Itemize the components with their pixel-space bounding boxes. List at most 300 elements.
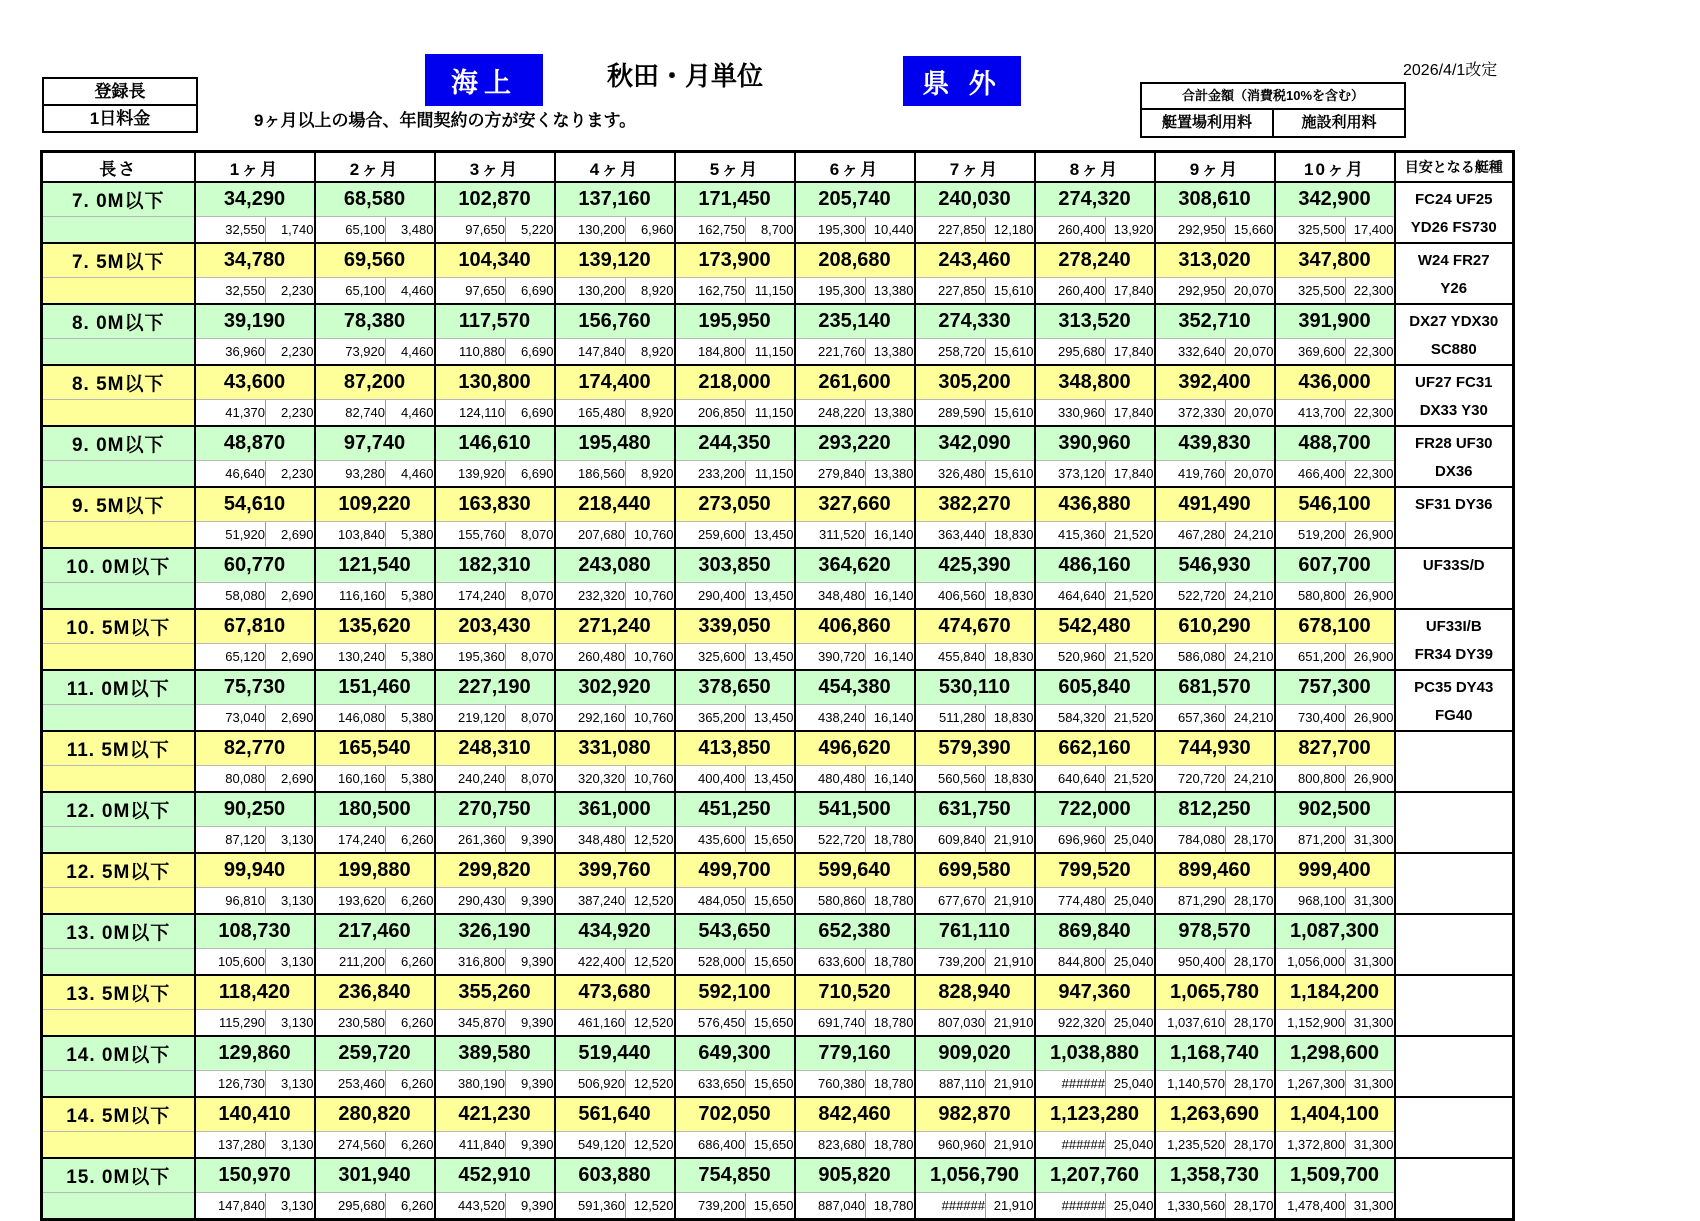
total-fee-cell: 274,320 [1035, 182, 1155, 216]
fee-breakdown-row [42, 643, 1514, 670]
facility-fee-cell: 31,300 [1346, 948, 1395, 975]
facility-fee-cell: 8,070 [506, 521, 555, 548]
total-fee-cell: 761,110 [915, 914, 1035, 948]
mooring-fee-cell: 800,800 [1275, 765, 1346, 792]
mooring-fee-cell: 584,320 [1035, 704, 1106, 731]
boat-type-cell [1395, 304, 1514, 365]
mooring-fee-cell: 419,760 [1155, 460, 1226, 487]
month-header: 1ヶ月 [195, 152, 315, 183]
length-label: 13. 5M以下 [42, 975, 195, 1009]
mooring-fee-cell: 400,400 [675, 765, 746, 792]
mooring-fee-cell: 58,080 [195, 582, 266, 609]
fee-breakdown-row [42, 460, 1514, 487]
revision-date: 2026/4/1改定 [1403, 62, 1498, 79]
total-fee-row [42, 975, 1514, 1009]
total-fee-cell: 662,160 [1035, 731, 1155, 765]
mooring-fee-cell: 739,200 [675, 1192, 746, 1219]
total-fee-cell: 905,820 [795, 1158, 915, 1192]
total-fee-cell: 1,207,760 [1035, 1158, 1155, 1192]
mooring-fee-cell: 484,050 [675, 887, 746, 914]
facility-fee-cell: 16,140 [866, 643, 915, 670]
facility-fee-cell: 2,690 [266, 643, 315, 670]
boat-type-line1: FR28 UF30 [1414, 435, 1493, 452]
total-fee-cell: 546,930 [1155, 548, 1275, 582]
facility-fee-cell: 10,760 [626, 582, 675, 609]
total-fee-row [42, 243, 1514, 277]
total-fee-cell: 121,540 [315, 548, 435, 582]
total-fee-row [42, 1097, 1514, 1131]
total-fee-cell: 1,184,200 [1275, 975, 1395, 1009]
mooring-fee-cell: 325,600 [675, 643, 746, 670]
mooring-fee-cell: 65,100 [315, 277, 386, 304]
total-fee-cell: 227,190 [435, 670, 555, 704]
boat-type-cell [1395, 182, 1514, 243]
length-label: 7. 0M以下 [42, 182, 195, 216]
boat-type-line1: SF31 DY36 [1414, 496, 1493, 513]
boat-type-cell [1395, 731, 1514, 792]
facility-fee-cell: 21,910 [986, 1192, 1035, 1219]
total-fee-cell: 603,880 [555, 1158, 675, 1192]
facility-fee-cell: 18,780 [866, 1192, 915, 1219]
facility-fee-cell: 6,260 [386, 887, 435, 914]
total-fee-cell: 382,270 [915, 487, 1035, 521]
facility-fee-cell: 8,920 [626, 460, 675, 487]
total-fee-cell: 799,520 [1035, 853, 1155, 887]
total-fee-cell: 754,850 [675, 1158, 795, 1192]
facility-fee-cell: 21,910 [986, 887, 1035, 914]
total-fee-cell: 1,358,730 [1155, 1158, 1275, 1192]
facility-fee-cell: 17,840 [1106, 277, 1155, 304]
mooring-fee-cell: 195,300 [795, 216, 866, 243]
facility-fee-cell: 18,780 [866, 948, 915, 975]
mooring-fee-cell: 461,160 [555, 1009, 626, 1036]
facility-fee-cell: 2,230 [266, 277, 315, 304]
facility-fee-cell: 6,260 [386, 1070, 435, 1097]
facility-fee-cell: 2,690 [266, 521, 315, 548]
mooring-fee-cell: 651,200 [1275, 643, 1346, 670]
mooring-fee-cell: 211,200 [315, 948, 386, 975]
total-fee-cell: 436,880 [1035, 487, 1155, 521]
total-fee-cell: 722,000 [1035, 792, 1155, 826]
boat-type-cell [1395, 1036, 1514, 1097]
total-fee-cell: 389,580 [435, 1036, 555, 1070]
total-fee-cell: 203,430 [435, 609, 555, 643]
facility-fee-cell: 10,760 [626, 521, 675, 548]
total-fee-cell: 361,000 [555, 792, 675, 826]
facility-fee-cell: 3,130 [266, 948, 315, 975]
facility-fee-cell: 28,170 [1226, 1192, 1275, 1219]
facility-fee-cell: 17,400 [1346, 216, 1395, 243]
total-fee-cell: 129,860 [195, 1036, 315, 1070]
length-label: 14. 5M以下 [42, 1097, 195, 1131]
facility-fee-cell: 28,170 [1226, 1131, 1275, 1158]
facility-fee-cell: 9,390 [506, 1131, 555, 1158]
boat-type-line2 [1396, 1070, 1513, 1096]
total-fee-cell: 390,960 [1035, 426, 1155, 460]
total-fee-cell: 909,020 [915, 1036, 1035, 1070]
total-fee-cell: 99,940 [195, 853, 315, 887]
mooring-fee-cell: 160,160 [315, 765, 386, 792]
total-fee-cell: 699,580 [915, 853, 1035, 887]
mooring-fee-cell: 365,200 [675, 704, 746, 731]
boat-type-cell [1395, 670, 1514, 731]
mooring-fee-cell: 36,960 [195, 338, 266, 365]
total-fee-cell: 496,620 [795, 731, 915, 765]
month-header: 8ヶ月 [1035, 152, 1155, 183]
facility-fee-cell: 3,130 [266, 1070, 315, 1097]
mooring-fee-cell: 93,280 [315, 460, 386, 487]
mooring-fee-cell: 784,080 [1155, 826, 1226, 853]
total-fee-cell: 899,460 [1155, 853, 1275, 887]
boat-type-line1: W24 FR27 [1417, 252, 1490, 269]
mooring-fee-cell: 97,650 [435, 277, 506, 304]
total-fee-cell: 542,480 [1035, 609, 1155, 643]
facility-fee-cell: 2,230 [266, 399, 315, 426]
facility-fee-cell: 21,910 [986, 948, 1035, 975]
mooring-fee-cell: 520,960 [1035, 643, 1106, 670]
facility-fee-cell: 31,300 [1346, 1131, 1395, 1158]
total-fee-cell: 342,090 [915, 426, 1035, 460]
mooring-fee-cell: 73,040 [195, 704, 266, 731]
boat-type-cell [1395, 426, 1514, 487]
total-fee-cell: 631,750 [915, 792, 1035, 826]
mooring-fee-cell: 274,560 [315, 1131, 386, 1158]
facility-fee-cell: 18,830 [986, 765, 1035, 792]
facility-fee-cell: 25,040 [1106, 1070, 1155, 1097]
facility-fee-cell: 10,760 [626, 704, 675, 731]
mooring-fee-cell: 387,240 [555, 887, 626, 914]
total-fee-cell: 355,260 [435, 975, 555, 1009]
mooring-fee-cell: 155,760 [435, 521, 506, 548]
boat-type-cell [1395, 792, 1514, 853]
price-table [40, 150, 1515, 1221]
facility-fee-cell: 6,690 [506, 460, 555, 487]
boat-type-cell [1395, 548, 1514, 609]
total-fee-cell: 454,380 [795, 670, 915, 704]
boat-type-line2 [1396, 765, 1513, 791]
total-fee-cell: 678,100 [1275, 609, 1395, 643]
total-fee-cell: 208,680 [795, 243, 915, 277]
length-label: 13. 0M以下 [42, 914, 195, 948]
mooring-fee-cell: 480,480 [795, 765, 866, 792]
total-fee-cell: 579,390 [915, 731, 1035, 765]
total-fee-cell: 434,920 [555, 914, 675, 948]
total-fee-cell: 710,520 [795, 975, 915, 1009]
facility-fee-cell: 8,920 [626, 277, 675, 304]
mooring-fee-cell: 633,600 [795, 948, 866, 975]
facility-fee-cell: 18,830 [986, 582, 1035, 609]
length-label-spacer [42, 1192, 195, 1219]
facility-fee-cell: 26,900 [1346, 582, 1395, 609]
facility-fee-cell: 12,520 [626, 887, 675, 914]
mooring-fee-cell: 560,560 [915, 765, 986, 792]
mooring-fee-cell: 73,920 [315, 338, 386, 365]
mooring-fee-cell: 65,120 [195, 643, 266, 670]
total-fee-cell: 34,780 [195, 243, 315, 277]
facility-fee-cell: 28,170 [1226, 826, 1275, 853]
facility-fee-cell: 12,520 [626, 1009, 675, 1036]
facility-fee-cell: 2,230 [266, 460, 315, 487]
total-fee-row [42, 731, 1514, 765]
total-fee-cell: 78,380 [315, 304, 435, 338]
mooring-fee-cell: 1,330,560 [1155, 1192, 1226, 1219]
facility-fee-cell: 6,260 [386, 948, 435, 975]
mooring-fee-cell: 316,800 [435, 948, 506, 975]
mooring-fee-cell: 325,500 [1275, 216, 1346, 243]
facility-fee-cell: 21,910 [986, 826, 1035, 853]
length-column-header: 長さ [42, 152, 195, 183]
total-fee-cell: 273,050 [675, 487, 795, 521]
facility-fee-cell: 13,380 [866, 338, 915, 365]
length-label-spacer [42, 887, 195, 914]
facility-fee-cell: 17,840 [1106, 338, 1155, 365]
total-fee-cell: 34,290 [195, 182, 315, 216]
total-fee-cell: 406,860 [795, 609, 915, 643]
facility-fee-cell: 25,040 [1106, 1131, 1155, 1158]
facility-fee-cell: 13,450 [746, 582, 795, 609]
mooring-fee-cell: 240,240 [435, 765, 506, 792]
length-label-spacer [42, 1131, 195, 1158]
facility-fee-cell: 3,130 [266, 1009, 315, 1036]
total-fee-cell: 1,056,790 [915, 1158, 1035, 1192]
boat-type-cell [1395, 365, 1514, 426]
mooring-fee-cell: 466,400 [1275, 460, 1346, 487]
boat-type-line2: FG40 [1434, 707, 1473, 724]
mooring-fee-cell: 657,360 [1155, 704, 1226, 731]
facility-fee-cell: 11,150 [746, 460, 795, 487]
total-fee-cell: 347,800 [1275, 243, 1395, 277]
length-label: 11. 0M以下 [42, 670, 195, 704]
total-fee-cell: 180,500 [315, 792, 435, 826]
facility-fee-cell: 13,450 [746, 521, 795, 548]
total-fee-cell: 869,840 [1035, 914, 1155, 948]
boat-type-line1 [1396, 1037, 1513, 1070]
facility-fee-cell: 22,300 [1346, 277, 1395, 304]
total-fee-cell: 744,930 [1155, 731, 1275, 765]
mooring-fee-cell: 279,840 [795, 460, 866, 487]
facility-fee-cell: 15,650 [746, 1070, 795, 1097]
total-fee-row [42, 1036, 1514, 1070]
facility-fee-cell: 6,690 [506, 338, 555, 365]
fee-breakdown-row [42, 1009, 1514, 1036]
facility-fee-cell: 12,520 [626, 948, 675, 975]
fee-breakdown-row [42, 1192, 1514, 1219]
facility-fee-cell: 17,840 [1106, 460, 1155, 487]
total-fee-cell: 135,620 [315, 609, 435, 643]
facility-fee-cell: 12,520 [626, 1070, 675, 1097]
total-fee-cell: 391,900 [1275, 304, 1395, 338]
total-fee-cell: 474,670 [915, 609, 1035, 643]
mooring-fee-cell: 139,920 [435, 460, 506, 487]
mooring-fee-cell: 686,400 [675, 1131, 746, 1158]
mooring-fee-cell: 871,200 [1275, 826, 1346, 853]
mooring-fee-cell: 248,220 [795, 399, 866, 426]
facility-fee-cell: 18,830 [986, 643, 1035, 670]
fee-breakdown-row [42, 1131, 1514, 1158]
facility-fee-cell: 16,140 [866, 582, 915, 609]
boat-type-line1: UF33I/B [1425, 618, 1482, 635]
facility-fee-cell: 9,390 [506, 1009, 555, 1036]
mooring-fee-cell: 260,400 [1035, 216, 1106, 243]
mooring-fee-cell: 162,750 [675, 277, 746, 304]
length-label: 9. 0M以下 [42, 426, 195, 460]
facility-fee-cell: 4,460 [386, 399, 435, 426]
mooring-fee-cell: 320,320 [555, 765, 626, 792]
month-header: 7ヶ月 [915, 152, 1035, 183]
facility-fee-cell: 20,070 [1226, 277, 1275, 304]
facility-fee-cell: 24,210 [1226, 765, 1275, 792]
registered-length-label: 登録長 [94, 82, 146, 101]
mooring-fee-cell: 887,110 [915, 1070, 986, 1097]
fee-breakdown-row [42, 216, 1514, 243]
mooring-fee-cell: 233,200 [675, 460, 746, 487]
boat-type-column-header: 目安となる艇種 [1395, 152, 1514, 183]
length-label-spacer [42, 338, 195, 365]
mooring-fee-cell: 311,520 [795, 521, 866, 548]
mooring-fee-cell: 207,680 [555, 521, 626, 548]
total-fee-cell: 195,480 [555, 426, 675, 460]
boat-type-cell [1395, 975, 1514, 1036]
mooring-fee-cell: 443,520 [435, 1192, 506, 1219]
mooring-fee-cell: 332,640 [1155, 338, 1226, 365]
facility-fee-cell: 18,830 [986, 521, 1035, 548]
total-fee-cell: 60,770 [195, 548, 315, 582]
mooring-fee-cell: 162,750 [675, 216, 746, 243]
total-fee-cell: 117,570 [435, 304, 555, 338]
total-fee-cell: 104,340 [435, 243, 555, 277]
facility-fee-cell: 15,650 [746, 1192, 795, 1219]
mooring-fee-cell: 289,590 [915, 399, 986, 426]
facility-fee-cell: 31,300 [1346, 1009, 1395, 1036]
total-fee-cell: 1,298,600 [1275, 1036, 1395, 1070]
mooring-fee-cell: 720,720 [1155, 765, 1226, 792]
mooring-fee-cell: 774,480 [1035, 887, 1106, 914]
facility-fee-cell: 12,180 [986, 216, 1035, 243]
fee-breakdown-row [42, 826, 1514, 853]
mooring-fee-cell: 586,080 [1155, 643, 1226, 670]
total-fee-cell: 244,350 [675, 426, 795, 460]
facility-fee-cell: 13,450 [746, 643, 795, 670]
page-title: 秋田・月単位 [606, 61, 763, 91]
boat-type-line2: FR34 DY39 [1414, 646, 1493, 663]
month-header: 4ヶ月 [555, 152, 675, 183]
total-fee-cell: 301,940 [315, 1158, 435, 1192]
mooring-fee-cell: 823,680 [795, 1131, 866, 1158]
facility-fee-cell: 11,150 [746, 338, 795, 365]
total-fee-cell: 280,820 [315, 1097, 435, 1131]
mooring-fee-cell: 887,040 [795, 1192, 866, 1219]
facility-fee-cell: 9,390 [506, 826, 555, 853]
facility-fee-cell: 5,380 [386, 521, 435, 548]
total-fee-cell: 425,390 [915, 548, 1035, 582]
total-fee-cell: 1,168,740 [1155, 1036, 1275, 1070]
mooring-fee-cell: 348,480 [555, 826, 626, 853]
table-header-row [42, 152, 1514, 183]
mooring-fee-cell: 258,720 [915, 338, 986, 365]
boat-type-line2: SC880 [1430, 341, 1477, 358]
total-fee-cell: 546,100 [1275, 487, 1395, 521]
mooring-fee-cell: 290,430 [435, 887, 506, 914]
boat-type-line2: Y26 [1440, 280, 1468, 297]
total-fee-cell: 607,700 [1275, 548, 1395, 582]
total-fee-row [42, 365, 1514, 399]
total-fee-cell: 39,190 [195, 304, 315, 338]
mooring-fee-cell: 330,960 [1035, 399, 1106, 426]
legend-facility-label: 施設利用料 [1272, 110, 1404, 136]
contract-note: 9ヶ月以上の場合、年間契約の方が安くなります。 [254, 111, 637, 130]
total-fee-cell: 151,460 [315, 670, 435, 704]
mooring-fee-cell: 467,280 [1155, 521, 1226, 548]
facility-fee-cell: 20,070 [1226, 460, 1275, 487]
length-label: 12. 0M以下 [42, 792, 195, 826]
mooring-fee-cell: 406,560 [915, 582, 986, 609]
total-fee-cell: 392,400 [1155, 365, 1275, 399]
length-label: 11. 5M以下 [42, 731, 195, 765]
facility-fee-cell: 3,130 [266, 1192, 315, 1219]
mooring-fee-cell: 260,480 [555, 643, 626, 670]
mooring-fee-cell: 195,360 [435, 643, 506, 670]
month-header: 2ヶ月 [315, 152, 435, 183]
mooring-fee-cell: 807,030 [915, 1009, 986, 1036]
facility-fee-cell: 21,520 [1106, 521, 1155, 548]
mooring-fee-cell: 422,400 [555, 948, 626, 975]
total-fee-cell: 1,123,280 [1035, 1097, 1155, 1131]
total-fee-cell: 75,730 [195, 670, 315, 704]
mooring-fee-cell: 325,500 [1275, 277, 1346, 304]
mooring-fee-cell: 435,600 [675, 826, 746, 853]
length-label: 15. 0M以下 [42, 1158, 195, 1192]
mooring-fee-cell: 110,880 [435, 338, 506, 365]
month-header: 9ヶ月 [1155, 152, 1275, 183]
boat-type-cell [1395, 487, 1514, 548]
total-fee-cell: 378,650 [675, 670, 795, 704]
mooring-fee-cell: 82,740 [315, 399, 386, 426]
mooring-fee-cell: 609,840 [915, 826, 986, 853]
length-label: 8. 5M以下 [42, 365, 195, 399]
mooring-fee-cell: 844,800 [1035, 948, 1106, 975]
mooring-fee-cell: 130,240 [315, 643, 386, 670]
total-fee-row [42, 487, 1514, 521]
total-fee-cell: 1,509,700 [1275, 1158, 1395, 1192]
mooring-fee-cell: 290,400 [675, 582, 746, 609]
mooring-fee-cell: 253,460 [315, 1070, 386, 1097]
mooring-fee-cell: 32,550 [195, 277, 266, 304]
total-fee-cell: 439,830 [1155, 426, 1275, 460]
total-fee-cell: 599,640 [795, 853, 915, 887]
mooring-fee-cell: 415,360 [1035, 521, 1106, 548]
total-fee-cell: 139,120 [555, 243, 675, 277]
total-fee-cell: 54,610 [195, 487, 315, 521]
total-fee-cell: 118,420 [195, 975, 315, 1009]
total-fee-row [42, 304, 1514, 338]
facility-fee-cell: 12,520 [626, 826, 675, 853]
facility-fee-cell: 24,210 [1226, 521, 1275, 548]
boat-type-line2: DX33 Y30 [1419, 402, 1488, 419]
boat-type-line2 [1396, 1009, 1513, 1035]
facility-fee-cell: 9,390 [506, 1070, 555, 1097]
length-label: 7. 5M以下 [42, 243, 195, 277]
total-fee-cell: 1,038,880 [1035, 1036, 1155, 1070]
facility-fee-cell: 25,040 [1106, 1192, 1155, 1219]
total-fee-cell: 702,050 [675, 1097, 795, 1131]
boat-type-line2: DX36 [1434, 463, 1473, 480]
total-fee-row [42, 670, 1514, 704]
total-fee-cell: 757,300 [1275, 670, 1395, 704]
facility-fee-cell: 18,830 [986, 704, 1035, 731]
total-fee-cell: 543,650 [675, 914, 795, 948]
mooring-fee-cell: 80,080 [195, 765, 266, 792]
mooring-fee-cell: 260,400 [1035, 277, 1106, 304]
